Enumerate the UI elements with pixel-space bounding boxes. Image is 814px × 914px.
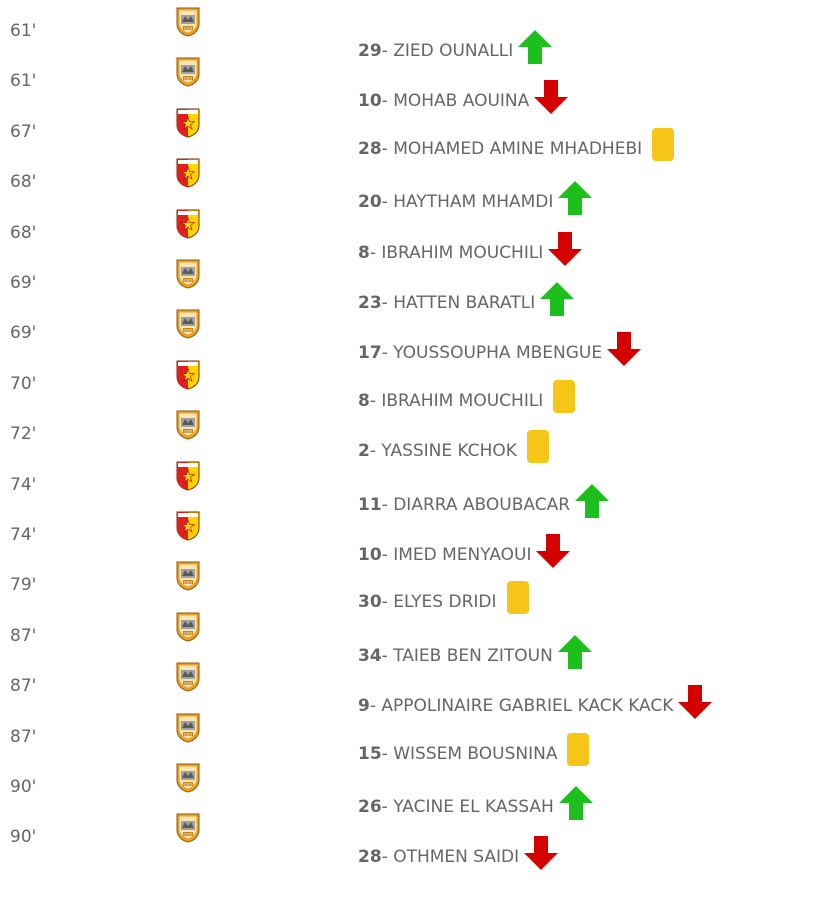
svg-text:1920: 1920 [183, 731, 193, 736]
event-row-14 [0, 662, 814, 717]
club-africain-crest-icon [176, 309, 200, 339]
club-africain-crest-icon [176, 259, 200, 289]
svg-text:1920: 1920 [183, 681, 193, 686]
event-minute: 72' [10, 424, 37, 445]
svg-text:1920: 1920 [183, 631, 193, 636]
event-player [358, 75, 569, 111]
player-number: 29 [358, 41, 382, 61]
event-player [358, 227, 583, 263]
red-yellow-star-crest-icon [176, 108, 200, 138]
player-name: - HAYTHAM MHAMDI [381, 192, 554, 213]
event-minute: 61' [10, 71, 37, 92]
club-africain-crest-icon [176, 612, 200, 642]
event-player [358, 428, 549, 461]
event-minute: 68' [10, 222, 37, 243]
svg-text:1920: 1920 [183, 832, 193, 837]
event-player [358, 277, 575, 313]
player-name: - OTHMEN SAIDI [381, 847, 520, 868]
player-number: 8 [358, 242, 370, 263]
player-number: 15 [358, 743, 382, 764]
player-name: - IMED MENYAOUI [381, 545, 532, 565]
player-name: - WISSEM BOUSNINA [381, 743, 558, 764]
event-row-10 [0, 461, 814, 515]
player-name: - TAIEB BEN ZITOUN [381, 645, 553, 666]
event-player [358, 176, 593, 212]
event-minute: 90' [10, 827, 37, 848]
player-name: - YASSINE KCHOK [369, 441, 517, 462]
red-yellow-star-crest-icon [176, 511, 200, 541]
player-number: 2 [358, 441, 370, 462]
red-yellow-star-crest-icon [176, 461, 200, 491]
svg-text:1920: 1920 [183, 782, 193, 787]
event-minute: 87' [10, 676, 37, 697]
event-player [358, 126, 674, 159]
event-minute: 69' [10, 273, 37, 293]
player-name: - ELYES DRIDI [381, 592, 497, 613]
yellow-card-icon [527, 430, 549, 463]
yellow-card-icon [507, 581, 529, 614]
yellow-card-icon [567, 733, 589, 766]
event-minute: 70' [10, 373, 37, 394]
svg-text:1920: 1920 [183, 278, 193, 283]
player-number: 20 [358, 192, 382, 213]
club-africain-crest-icon [176, 561, 200, 591]
substitution-out-arrow-icon [523, 835, 559, 871]
event-row-6 [0, 259, 814, 313]
player-number: 9 [358, 696, 370, 717]
event-row-12 [0, 561, 814, 611]
event-player [358, 680, 713, 716]
club-africain-crest-icon [176, 410, 200, 440]
player-name: - YOUSSOUPHA MBENGUE [381, 343, 603, 364]
player-number: 10 [358, 545, 382, 565]
event-row-13 [0, 612, 814, 666]
player-name: - IBRAHIM MOUCHILI [369, 390, 544, 411]
player-name: - DIARRA ABOUBACAR [381, 494, 571, 515]
player-name: - HATTEN BARATLI [381, 293, 536, 313]
club-africain-crest-icon [176, 813, 200, 843]
event-row-8 [0, 360, 814, 410]
svg-text:1920: 1920 [183, 580, 193, 585]
event-minute: 68' [10, 172, 37, 193]
svg-text:1920: 1920 [183, 26, 193, 31]
event-minute: 61' [10, 21, 37, 41]
event-row-7 [0, 309, 814, 364]
player-number: 30 [358, 592, 382, 613]
event-minute: 90' [10, 777, 37, 797]
event-minute: 74' [10, 525, 37, 545]
svg-text:1920: 1920 [183, 328, 193, 333]
player-number: 10 [358, 91, 382, 112]
event-player [358, 25, 553, 61]
event-row-1 [0, 7, 814, 61]
player-name: - MOHAB AOUINA [381, 91, 530, 112]
event-minute: 74' [10, 474, 37, 495]
player-number: 23 [358, 293, 382, 313]
event-row-17 [0, 813, 814, 868]
event-row-9 [0, 410, 814, 460]
player-name: - YACINE EL KASSAH [381, 797, 554, 817]
event-player [358, 479, 610, 515]
player-number: 11 [358, 494, 382, 515]
event-row-11 [0, 511, 814, 565]
player-number: 28 [358, 138, 382, 159]
club-africain-crest-icon [176, 57, 200, 87]
player-number: 34 [358, 645, 382, 666]
player-number: 17 [358, 343, 382, 364]
red-yellow-star-crest-icon [176, 158, 200, 188]
event-row-2 [0, 57, 814, 112]
yellow-card-icon [652, 128, 674, 161]
event-player [358, 327, 642, 363]
event-player [358, 529, 571, 565]
event-minute: 87' [10, 625, 37, 646]
event-row-3 [0, 108, 814, 158]
player-number: 26 [358, 797, 382, 817]
red-yellow-star-crest-icon [176, 360, 200, 390]
event-minute: 87' [10, 726, 37, 747]
event-player [358, 731, 589, 764]
club-africain-crest-icon [176, 713, 200, 743]
event-minute: 79' [10, 575, 37, 596]
player-name: - IBRAHIM MOUCHILI [369, 242, 544, 263]
yellow-card-icon [553, 380, 575, 413]
red-yellow-star-crest-icon [176, 209, 200, 239]
club-africain-crest-icon [176, 662, 200, 692]
player-number: 8 [358, 390, 370, 411]
svg-text:1920: 1920 [183, 429, 193, 434]
event-row-5 [0, 209, 814, 263]
club-africain-crest-icon [176, 763, 200, 793]
event-row-4 [0, 158, 814, 213]
event-player [358, 579, 529, 612]
event-row-16 [0, 763, 814, 817]
event-minute: 69' [10, 323, 37, 344]
event-player [358, 831, 559, 867]
player-name: - MOHAMED AMINE MHADHEBI [381, 138, 643, 159]
event-player [358, 378, 575, 411]
event-player [358, 630, 593, 666]
event-minute: 67' [10, 121, 37, 142]
player-name: - ZIED OUNALLI [381, 41, 514, 61]
player-name: - APPOLINAIRE GABRIEL KACK KACK [369, 696, 674, 717]
svg-text:1920: 1920 [183, 76, 193, 81]
player-number: 28 [358, 847, 382, 868]
event-row-15 [0, 713, 814, 763]
club-africain-crest-icon [176, 7, 200, 37]
event-player [358, 781, 594, 817]
